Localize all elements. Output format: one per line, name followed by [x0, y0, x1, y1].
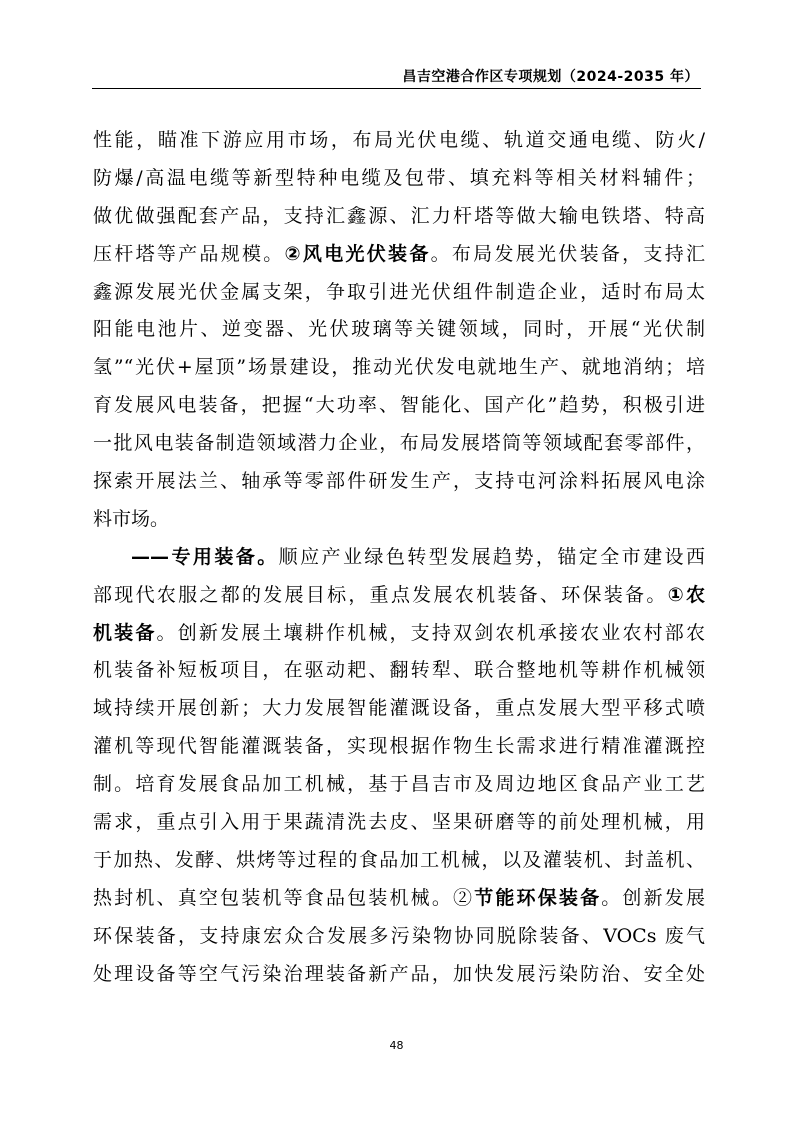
- text-line: [93, 160, 705, 198]
- text-segment: 防爆/高温电缆等新型特种电缆及包带、填充料等相关材料辅件；: [93, 166, 705, 189]
- text-line: [93, 274, 705, 312]
- text-line: [93, 880, 705, 918]
- text-line: [93, 690, 705, 728]
- text-line: [93, 236, 705, 274]
- text-segment: 需求，重点引入用于果蔬清洗去皮、坚果研磨等的前处理机械，用: [93, 811, 705, 834]
- text-line: [93, 387, 705, 425]
- text-line: [93, 577, 705, 615]
- text-segment: 做优做强配套产品，支持汇鑫源、汇力杆塔等做大输电铁塔、特高: [93, 204, 705, 227]
- text-line: [93, 501, 705, 539]
- text-line: [93, 804, 705, 842]
- text-segment: 部现代农服之都的发展目标，重点发展农机装备、环保装备。: [93, 583, 668, 606]
- text-segment: 。创新发展土壤耕作机械，支持双剑农机承接农业农村部农: [156, 621, 705, 644]
- text-line: [93, 652, 705, 690]
- text-segment: 阳能电池片、逆变器、光伏玻璃等关键领域，同时，开展“光伏制: [93, 318, 705, 341]
- header-title: 昌吉空港合作区专项规划（2024-2035 年）: [402, 69, 699, 85]
- text-segment: 。创新发展: [601, 886, 705, 909]
- text-line: [93, 539, 705, 577]
- text-line: [93, 728, 705, 766]
- text-line: [93, 425, 705, 463]
- text-segment: 料市场。: [93, 507, 170, 530]
- text-line: [93, 842, 705, 880]
- text-segment: 制。培育发展食品加工机械，基于昌吉市及周边地区食品产业工艺: [93, 773, 705, 796]
- text-segment: 域持续开展创新；大力发展智能灌溉设备，重点发展大型平移式喷: [93, 697, 705, 720]
- text-segment: 性能，瞄准下游应用市场，布局光伏电缆、轨道交通电缆、防火/: [93, 129, 705, 151]
- text-segment: 育发展风电装备，把握“大功率、智能化、国产化”趋势，积极引进: [93, 394, 705, 417]
- text-line: [93, 198, 705, 236]
- text-segment: 氢”“光伏+屋顶”场景建设，推动光伏发电就地生产、就地消纳；培: [93, 356, 705, 379]
- header-divider: [92, 88, 701, 89]
- text-segment: 机装备补短板项目，在驱动耙、翻转犁、联合整地机等耕作机械领: [93, 659, 705, 682]
- text-segment: 灌机等现代智能灌溉装备，实现根据作物生长需求进行精准灌溉控: [93, 735, 705, 758]
- text-segment: 顺应产业绿色转型发展趋势，锚定全市建设西: [278, 545, 705, 568]
- bold-heading-text: ②风电光伏装备: [284, 242, 431, 265]
- text-line: [93, 349, 705, 387]
- text-segment: 压杆塔等产品规模。: [93, 242, 285, 265]
- text-segment: 于加热、发酵、烘烤等过程的食品加工机械，以及灌装机、封盖机、: [93, 848, 705, 871]
- body-text: [93, 122, 705, 993]
- bold-heading-text: 机装备: [93, 621, 157, 644]
- bold-heading-text: 节能环保装备: [474, 886, 602, 909]
- text-line: [93, 615, 705, 653]
- text-line: [93, 311, 705, 349]
- text-line: [93, 122, 705, 160]
- text-segment: 一批风电装备制造领域潜力企业，布局发展塔筒等领域配套零部件，: [93, 432, 705, 455]
- text-segment: 热封机、真空包装机等食品包装机械。②: [93, 886, 475, 909]
- text-segment: 。布局发展光伏装备，支持汇: [430, 242, 705, 265]
- text-line: [93, 956, 705, 994]
- text-line: [93, 766, 705, 804]
- page-number: 48: [389, 1039, 404, 1052]
- text-segment: 鑫源发展光伏金属支架，争取引进光伏组件制造企业，适时布局太: [93, 280, 705, 303]
- text-segment: 处理设备等空气污染治理装备新产品，加快发展污染防治、安全处: [93, 962, 705, 985]
- text-segment: 环保装备，支持康宏众合发展多污染物协同脱除装备、VOCs 废气: [93, 924, 705, 947]
- text-line: [93, 463, 705, 501]
- bold-heading-text: ①农: [667, 583, 705, 606]
- text-line: [93, 918, 705, 956]
- text-segment: 探索开展法兰、轴承等零部件研发生产，支持屯河涂料拓展风电涂: [93, 470, 705, 493]
- bold-heading-text: ——专用装备。: [131, 545, 279, 568]
